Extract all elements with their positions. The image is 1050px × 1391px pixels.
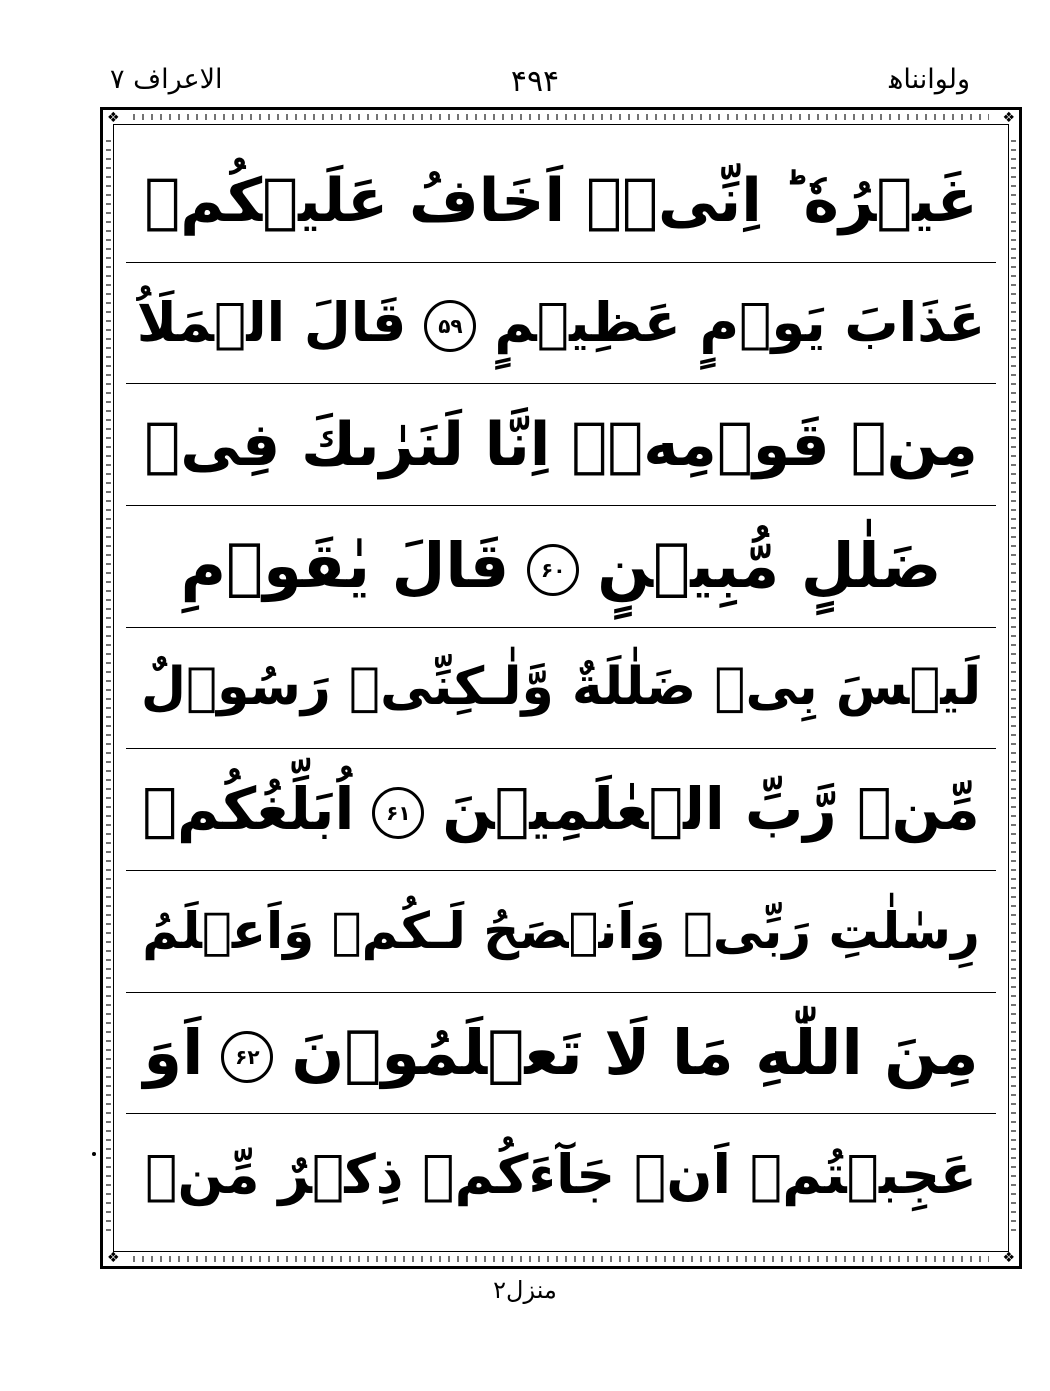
verse-text: قَالَ الۡمَلَاُ xyxy=(136,290,407,354)
verse-line xyxy=(126,1114,996,1235)
verse-text: مِّنۡ رَّبِّ الۡعٰلَمِيۡنَ xyxy=(442,775,980,843)
verse-line xyxy=(126,263,996,385)
verse-text: لَيۡسَ بِىۡ ضَلٰلَةٌ وَّلٰـكِنِّىۡ رَسُوۡلٌ xyxy=(140,657,982,718)
verse-text: غَيۡرُهٗ ؕ اِنِّىۡۤ اَخَافُ عَلَيۡكُمۡ xyxy=(144,166,978,237)
verse-text: ضَلٰلٍ مُّبِيۡنٍ xyxy=(597,529,942,603)
corner-ornament-icon: ❖ xyxy=(107,110,120,126)
surah-name: الاعراف ۷ xyxy=(110,64,223,95)
text-box xyxy=(113,124,1009,1252)
verse-text: قَالَ يٰقَوۡمِ xyxy=(180,529,510,603)
verse-text: اَوَ xyxy=(143,1015,204,1089)
ornament-border-left xyxy=(106,140,111,1236)
corner-ornament-icon: ❖ xyxy=(1002,110,1015,126)
verse-line xyxy=(126,506,996,628)
verse-line-text xyxy=(144,162,978,240)
corner-ornament-icon: ❖ xyxy=(1002,1250,1015,1266)
verse-line-text xyxy=(142,772,980,847)
ornament-border-bottom xyxy=(133,1256,989,1262)
para-name: ولوانناﻫ xyxy=(889,64,970,95)
verse-line xyxy=(126,993,996,1115)
verse-line xyxy=(126,871,996,993)
page-header xyxy=(100,64,970,108)
stray-dot xyxy=(92,1152,96,1156)
verse-line-text xyxy=(144,1013,979,1094)
verse-text: عَجِبۡتُمۡ اَنۡ جَآءَكُمۡ ذِكۡرٌ مِّنۡ xyxy=(145,1142,977,1206)
ornament-border-top xyxy=(133,114,989,120)
verse-line-text xyxy=(145,1140,977,1210)
verse-lines xyxy=(126,141,996,1235)
verse-text: رِسٰلٰتِ رَبِّىۡ وَاَنۡصَحُ لَـكُمۡ وَاَعۡلَمُ xyxy=(142,901,980,960)
verse-line-text xyxy=(137,288,986,358)
verse-text: مِنۡ قَوۡمِهٖۤ اِنَّا لَنَرٰٮكَ فِىۡ xyxy=(144,409,978,480)
ayah-number-marker: ۶۱ xyxy=(372,787,424,839)
ayah-number-marker: ۶۰ xyxy=(527,544,579,596)
verse-text: مِنَ اللّٰهِ مَا لَا تَعۡلَمُوۡنَ xyxy=(291,1015,979,1089)
verse-line-text xyxy=(181,526,942,607)
verse-text: عَذَابَ يَوۡمٍ عَظِيۡمٍ xyxy=(494,290,986,354)
ayah-number-marker: ۶۲ xyxy=(221,1031,273,1083)
verse-line xyxy=(126,141,996,263)
verse-text: اُبَلِّغُكُمۡ xyxy=(142,775,355,843)
ayah-number-marker: ۵۹ xyxy=(424,300,476,352)
manzil-label: منزل۲ xyxy=(493,1276,557,1304)
verse-line-text xyxy=(141,654,981,722)
page-number: ۴۹۴ xyxy=(510,64,560,99)
verse-line-text xyxy=(144,406,978,484)
ornament-border-right xyxy=(1011,140,1016,1236)
page-border-frame xyxy=(100,107,1022,1269)
corner-ornament-icon: ❖ xyxy=(107,1250,120,1266)
verse-line xyxy=(126,384,996,506)
verse-line xyxy=(126,749,996,871)
verse-line-text xyxy=(142,899,980,964)
verse-line xyxy=(126,628,996,750)
